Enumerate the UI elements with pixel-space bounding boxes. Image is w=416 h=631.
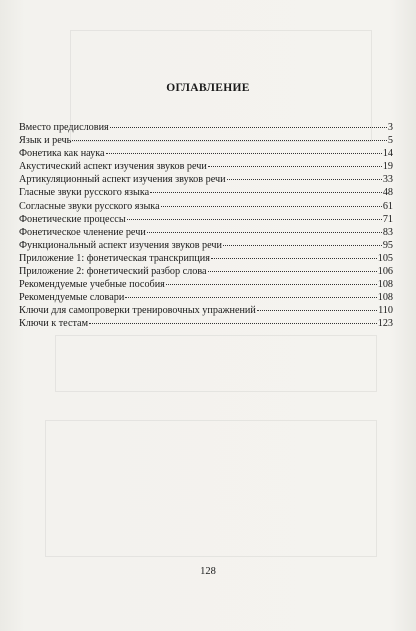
toc-dot-leader — [110, 127, 387, 128]
toc-dot-leader — [211, 258, 377, 259]
toc-entry-title: Язык и речь — [19, 135, 72, 147]
toc-entry-title: Гласные звуки русского языка — [19, 187, 150, 199]
toc-entry — [19, 134, 393, 147]
toc-entry-title: Фонетика как наука — [19, 148, 105, 160]
toc-entry-title: Приложение 2: фонетический разбор слова — [19, 266, 207, 278]
toc-entry — [19, 200, 393, 213]
toc-entry — [19, 226, 393, 239]
toc-entry — [19, 317, 393, 330]
toc-entry-title: Ключи для самопроверки тренировочных упражнений — [19, 305, 256, 317]
toc-dot-leader — [147, 232, 382, 233]
toc-entry-page: 110 — [378, 305, 393, 317]
toc-entry — [19, 252, 393, 265]
toc-entry — [19, 160, 393, 173]
toc-entry — [19, 147, 393, 160]
toc-entry — [19, 304, 393, 317]
toc-dot-leader — [227, 179, 382, 180]
bleed-through-table-bottom — [45, 420, 377, 557]
toc-entry-page: 33 — [382, 174, 393, 186]
toc-dot-leader — [208, 271, 377, 272]
toc-entry-page: 71 — [382, 213, 393, 225]
toc-entry-title: Функциональный аспект изучения звуков речи — [19, 239, 222, 251]
toc-entry-title: Рекомендуемые учебные пособия — [19, 279, 165, 291]
toc-entry-title: Приложение 1: фонетическая транскрипция — [19, 252, 210, 264]
toc-dot-leader — [166, 284, 377, 285]
toc-dot-leader — [127, 219, 382, 220]
toc-entry-page: 14 — [382, 148, 393, 160]
toc-entry-page: 106 — [377, 266, 393, 278]
toc-entry-page: 3 — [387, 122, 393, 133]
toc-entry-title: Фонетические процессы — [19, 213, 126, 225]
toc-dot-leader — [125, 297, 376, 298]
toc-entry-page: 123 — [377, 318, 393, 330]
toc-dot-leader — [257, 310, 377, 311]
toc-dot-leader — [106, 153, 382, 154]
toc-dot-leader — [89, 323, 377, 324]
toc-entry-title: Вместо предисловия — [19, 122, 109, 133]
toc-entry-title: Акустический аспект изучения звуков речи — [19, 161, 207, 173]
toc-dot-leader — [208, 166, 382, 167]
toc-entry — [19, 213, 393, 226]
toc-entry — [19, 291, 393, 304]
toc-title: ОГЛАВЛЕНИЕ — [166, 82, 250, 94]
toc-entry-title: Рекомендуемые словари — [19, 292, 125, 304]
toc-entry-page: 19 — [382, 161, 393, 173]
toc-entry-page: 5 — [387, 135, 393, 147]
toc-entry-page: 61 — [382, 200, 393, 212]
bleed-through-table-middle — [55, 335, 377, 392]
toc-entry-page: 48 — [382, 187, 393, 199]
table-of-contents — [19, 121, 393, 331]
toc-entry — [19, 186, 393, 199]
toc-dot-leader — [72, 140, 387, 141]
toc-entry-title: Артикуляционный аспект изучения звуков речи — [19, 174, 226, 186]
toc-entry — [19, 278, 393, 291]
toc-entry-page: 83 — [382, 226, 393, 238]
toc-entry-title: Ключи к тестам — [19, 318, 89, 330]
toc-entry — [19, 121, 393, 134]
toc-entry — [19, 173, 393, 186]
toc-entry-page: 105 — [377, 252, 393, 264]
toc-dot-leader — [161, 206, 382, 207]
toc-entry-title: Согласные звуки русского языка — [19, 200, 160, 212]
toc-entry-title: Фонетическое членение речи — [19, 226, 146, 238]
page-number: 128 — [200, 566, 216, 577]
toc-entry — [19, 265, 393, 278]
toc-dot-leader — [150, 192, 382, 193]
toc-entry-page: 108 — [377, 292, 393, 304]
toc-entry-page: 108 — [377, 279, 393, 291]
toc-entry — [19, 239, 393, 252]
toc-entry-page: 95 — [382, 239, 393, 251]
toc-dot-leader — [223, 245, 382, 246]
